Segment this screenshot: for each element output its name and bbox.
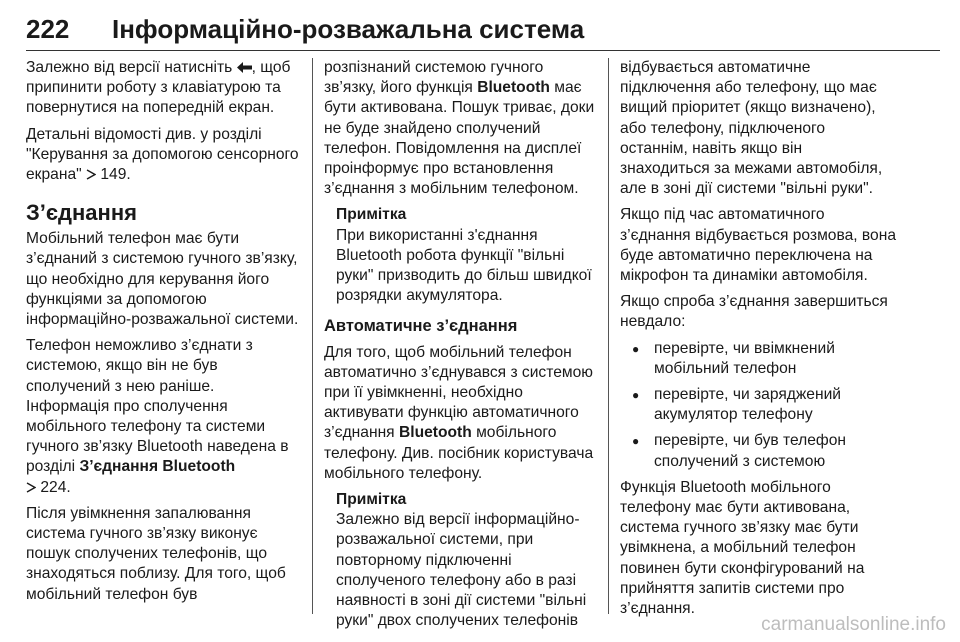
paragraph-text: Детальні відомості див. у розділі "Керування за допомогою сенсорного екрана": [26, 125, 299, 184]
paragraph: відбувається автоматичне підключення або телефону, що має вищий пріоритет (якщо визначено), або телефону, підключеного останнім, навіть якщо він знаходиться за межами автомобіля, але в зоні дії системи "вільні руки".: [620, 59, 883, 198]
header-rule: [26, 50, 940, 51]
paragraph: [26, 125, 300, 186]
bold-term: Bluetooth: [477, 79, 550, 97]
paragraph: Після увімкнення запалювання система гучного зв’язку виконує пошук сполучених телефонів, що знаходяться поблизу. Для того, щоб мобільний телефон був: [26, 504, 286, 603]
paragraph: [324, 343, 596, 484]
column-1: [26, 58, 300, 611]
note-title: Примітка: [336, 491, 407, 509]
list-item: ● перевірте, чи був телефон сполучений з системою: [620, 431, 896, 471]
column-divider: [608, 58, 609, 614]
note-title: Примітка: [336, 206, 407, 224]
column-3: [620, 58, 896, 625]
page-header: [26, 14, 940, 48]
paragraph-text: , щоб припинити роботу з клавіатурою та повернутися на попередній екран.: [26, 59, 291, 117]
note-text: При використанні з'єднання Bluetooth робота функції "вільні руки" призводить до більш швидкої розрядки акумулятора.: [336, 226, 592, 305]
paragraph-text: Для того, щоб мобільний телефон автоматично з’єднувався з системою при її увімкненні, необхідно активувати функцію автоматичного з’єднання: [324, 343, 593, 442]
bold-reference: З’єднання Bluetooth: [79, 458, 236, 476]
page-reference: 149.: [100, 166, 131, 184]
paragraph-text: розпізнаний системою гучного зв’язку, його функція: [324, 59, 544, 97]
bold-term: Bluetooth: [398, 424, 472, 442]
note-box: [324, 205, 596, 306]
paragraph: [324, 58, 596, 199]
page-number: 222: [26, 14, 70, 44]
paragraph: Якщо спроба з’єднання завершиться невдало:: [620, 293, 888, 331]
page-reference-arrow-icon: [26, 482, 36, 493]
paragraph-text: має бути активована. Пошук триває, доки не буде знайдено сполучений телефон. Повідомлення на дисплеї проінформує про встановлення з’єднання з мобільним телефоном.: [324, 79, 595, 198]
column-divider: [312, 58, 313, 614]
paragraph: Якщо під час автоматичного з’єднання відбувається розмова, вона буде автоматично переключена на мікрофон та динаміки автомобіля.: [620, 206, 896, 285]
list-item: ● перевірте, чи ввімкнений мобільний телефон: [620, 339, 896, 379]
list-item: ● перевірте, чи заряджений акумулятор телефону: [620, 385, 896, 425]
paragraph: Мобільний телефон має бути з’єднаний з системою гучного зв’язку, що необхідно для керування його функціями за допомогою інформаційно-розважальної системи.: [26, 230, 299, 329]
column-2: [324, 58, 596, 639]
paragraph: [26, 58, 300, 119]
note-box: [324, 490, 596, 631]
page-reference-arrow-icon: [86, 169, 96, 180]
page-reference: 224.: [40, 478, 71, 496]
subsection-heading: Автоматичне з’єднання: [324, 317, 518, 336]
back-arrow-icon: [237, 62, 252, 73]
note-text: Залежно від версії інформаційно-розважальної системи, при повторному підключенні сполученого телефону або в разі наявності в зоні дії системи "вільні руки" двох сполучених телефонів: [336, 511, 587, 630]
paragraph-text: Телефон неможливо з’єднати з системою, якщо він не був сполучений з нею раніше. Інформація про сполучення мобільного телефону та системи гучного зв’язку Bluetooth наведена в розділі: [26, 337, 289, 476]
paragraph-text: мобільного телефону. Див. посібник користувача мобільного телефону.: [324, 424, 594, 482]
bullet-list: [620, 339, 896, 472]
paragraph-text: Залежно від версії натисніть: [26, 59, 237, 76]
paragraph: [26, 336, 300, 498]
page-title: Інформаційно-розважальна система: [112, 14, 585, 44]
section-heading: З’єднання: [26, 200, 137, 226]
paragraph: Функція Bluetooth мобільного телефону має бути активована, система гучного зв’язку має бути увімкнена, а мобільний телефон повинен бути сконфігурований на прийняття запитів системи про з’єднання.: [620, 478, 865, 618]
watermark: carmanualsonline.info: [761, 614, 946, 635]
